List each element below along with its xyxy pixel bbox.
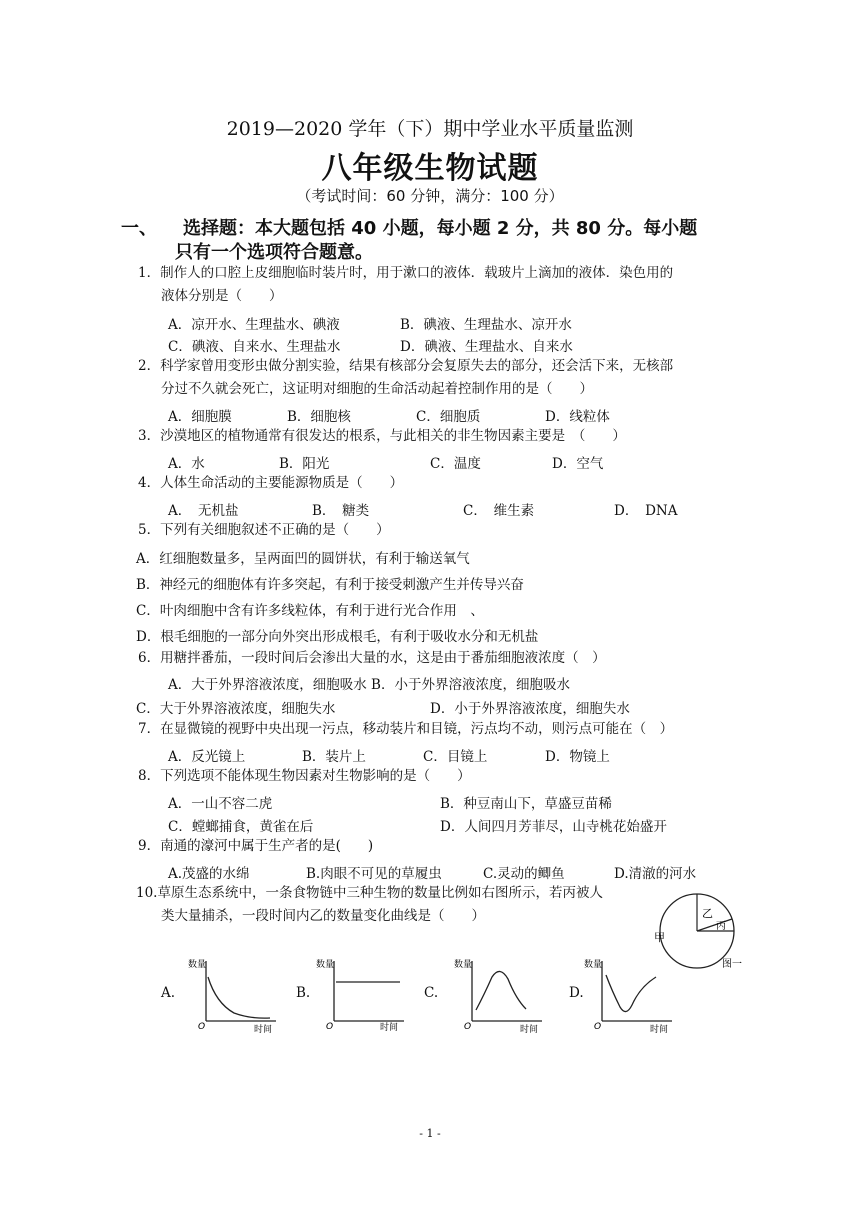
q5-stem: 5．下列有关细胞叙述不正确的是（ ） (138, 522, 390, 538)
q5-option-d: D．根毛细胞的一部分向外突出形成根毛，有利于吸收水分和无机盐 (136, 629, 539, 645)
q9-option-c: C.灵动的鲫鱼 (483, 866, 565, 882)
q1-option-d: D．碘液、生理盐水、自来水 (400, 339, 573, 355)
q1-stem-line2: 液体分别是（ ） (161, 288, 283, 304)
q10-option-a: A. (161, 985, 176, 1001)
q10-option-b: B. (296, 985, 311, 1001)
q7-option-b: B．装片上 (302, 749, 366, 765)
q8-option-d: D．人间四月芳菲尽，山寺桃花始盛开 (440, 819, 667, 835)
q3-option-b: B．阳光 (279, 456, 330, 472)
q4-stem: 4．人体生命活动的主要能源物质是（ ） (138, 475, 404, 491)
q2-option-a: A．细胞膜 (168, 409, 232, 425)
q5-option-b: B．神经元的细胞体有许多突起，有利于接受刺激产生并传导兴奋 (136, 577, 524, 593)
q8-option-c: C．螳螂捕食，黄雀在后 (168, 819, 314, 835)
q6-option-d: D．小于外界溶液浓度，细胞失水 (430, 701, 630, 717)
q9-option-b: B.肉眼不可见的草履虫 (306, 866, 442, 882)
q8-stem: 8．下列选项不能体现生物因素对生物影响的是（ ） (138, 768, 471, 784)
q5-option-a: A．红细胞数量多，呈两面凹的圆饼状，有利于输送氧气 (136, 551, 470, 567)
q3-stem: 3．沙漠地区的植物通常有很发达的根系，与此相关的非生物因素主要是 （ ） (138, 428, 626, 444)
graph-d-xlabel: 时间 (650, 1025, 669, 1035)
graph-b-origin: O (326, 1022, 334, 1032)
graph-c-origin: O (464, 1022, 472, 1032)
graph-b-xlabel: 时间 (380, 1023, 399, 1033)
q10-stem-line1: 10.草原生态系统中，一条食物链中三种生物的数量比例如右图所示，若丙被人 (136, 885, 603, 901)
q3-option-c: C．温度 (430, 456, 481, 472)
q5-option-c: C．叶肉细胞中含有许多线粒体，有利于进行光合作用 、 (136, 603, 484, 619)
q10-option-c: C. (424, 985, 439, 1001)
page-title: 八年级生物试题 (321, 151, 539, 186)
graph-c-ylabel: 数量 (454, 960, 473, 970)
q9-option-d: D.清澈的河水 (614, 866, 697, 882)
q6-option-ab: A．大于外界溶液浓度，细胞吸水 B．小于外界溶液浓度，细胞吸水 (168, 677, 570, 693)
graph-a (186, 955, 286, 1035)
q8-option-a: A．一山不容二虎 (168, 796, 273, 812)
pie-label-fig: 图一 (722, 959, 742, 970)
q7-option-c: C．目镜上 (423, 749, 488, 765)
q2-option-c: C．细胞质 (416, 409, 481, 425)
q2-stem-line2: 分过不久就会死亡，这证明对细胞的生命活动起着控制作用的是（ ） (161, 381, 593, 397)
pie-label-yi: 乙 (702, 907, 713, 920)
graph-d-origin: O (594, 1022, 602, 1032)
graph-a-origin: O (198, 1022, 206, 1032)
q1-option-b: B．碘液、生理盐水、凉开水 (400, 317, 572, 333)
q10-option-d: D. (569, 985, 584, 1001)
section-number: 一、 (121, 218, 157, 239)
pie-label-bing: 丙 (716, 921, 726, 932)
section-heading-line1: 选择题：本大题包括 40 小题，每小题 2 分，共 80 分。每小题 (183, 218, 698, 239)
graph-a-curve (208, 977, 270, 1018)
q1-stem-line1: 1．制作人的口腔上皮细胞临时装片时，用于漱口的液体．载玻片上滴加的液体．染色用的 (138, 265, 674, 281)
graph-d (582, 955, 682, 1035)
graph-a-ylabel: 数量 (188, 960, 207, 970)
q1-option-a: A．凉开水、生理盐水、碘液 (168, 317, 340, 333)
q4-option-d: D． DNA (614, 503, 678, 519)
q7-stem: 7．在显微镜的视野中央出现一污点，移动装片和目镜，污点均不动，则污点可能在（ ） (138, 721, 674, 737)
graph-c-xlabel: 时间 (520, 1025, 539, 1035)
graph-d-ylabel: 数量 (584, 960, 603, 970)
q2-option-b: B．细胞核 (287, 409, 351, 425)
q10-stem-line2: 类大量捕杀，一段时间内乙的数量变化曲线是（ ） (161, 908, 485, 924)
graph-b (314, 955, 414, 1035)
pie-label-jia: 甲 (654, 931, 665, 944)
q7-option-a: A．反光镜上 (168, 749, 246, 765)
q4-option-c: C． 维生素 (463, 503, 535, 519)
graph-c-curve (476, 971, 526, 1010)
graph-c (452, 955, 552, 1035)
q7-option-d: D．物镜上 (545, 749, 610, 765)
exam-header-line: 2019—2020 学年（下）期中学业水平质量监测 (226, 118, 634, 140)
q2-stem-line1: 2．科学家曾用变形虫做分割实验，结果有核部分会复原失去的部分，还会活下来，无核部 (138, 358, 674, 374)
q2-option-d: D．线粒体 (545, 409, 610, 425)
q8-option-b: B．种豆南山下，草盛豆苗稀 (440, 796, 612, 812)
exam-info: （考试时间：60 分钟，满分：100 分） (296, 187, 564, 205)
q3-option-a: A．水 (168, 456, 205, 472)
q4-option-b: B． 糖类 (312, 503, 370, 519)
graph-a-xlabel: 时间 (254, 1025, 273, 1035)
q9-stem: 9．南通的濠河中属于生产者的是( ) (138, 838, 374, 854)
q6-stem: 6．用糖拌番茄，一段时间后会渗出大量的水，这是由于番茄细胞液浓度（ ） (138, 650, 606, 666)
q1-option-c: C．碘液、自来水、生理盐水 (168, 339, 341, 355)
graph-b-ylabel: 数量 (316, 960, 335, 970)
q3-option-d: D．空气 (552, 456, 604, 472)
section-heading-line2: 只有一个选项符合题意。 (175, 242, 373, 263)
page-number: - 1 - (419, 1127, 441, 1140)
graph-d-curve (606, 975, 656, 1012)
q4-option-a: A． 无机盐 (168, 503, 239, 519)
q6-option-c: C．大于外界溶液浓度，细胞失水 (136, 701, 336, 717)
q9-option-a: A.茂盛的水绵 (168, 866, 250, 882)
